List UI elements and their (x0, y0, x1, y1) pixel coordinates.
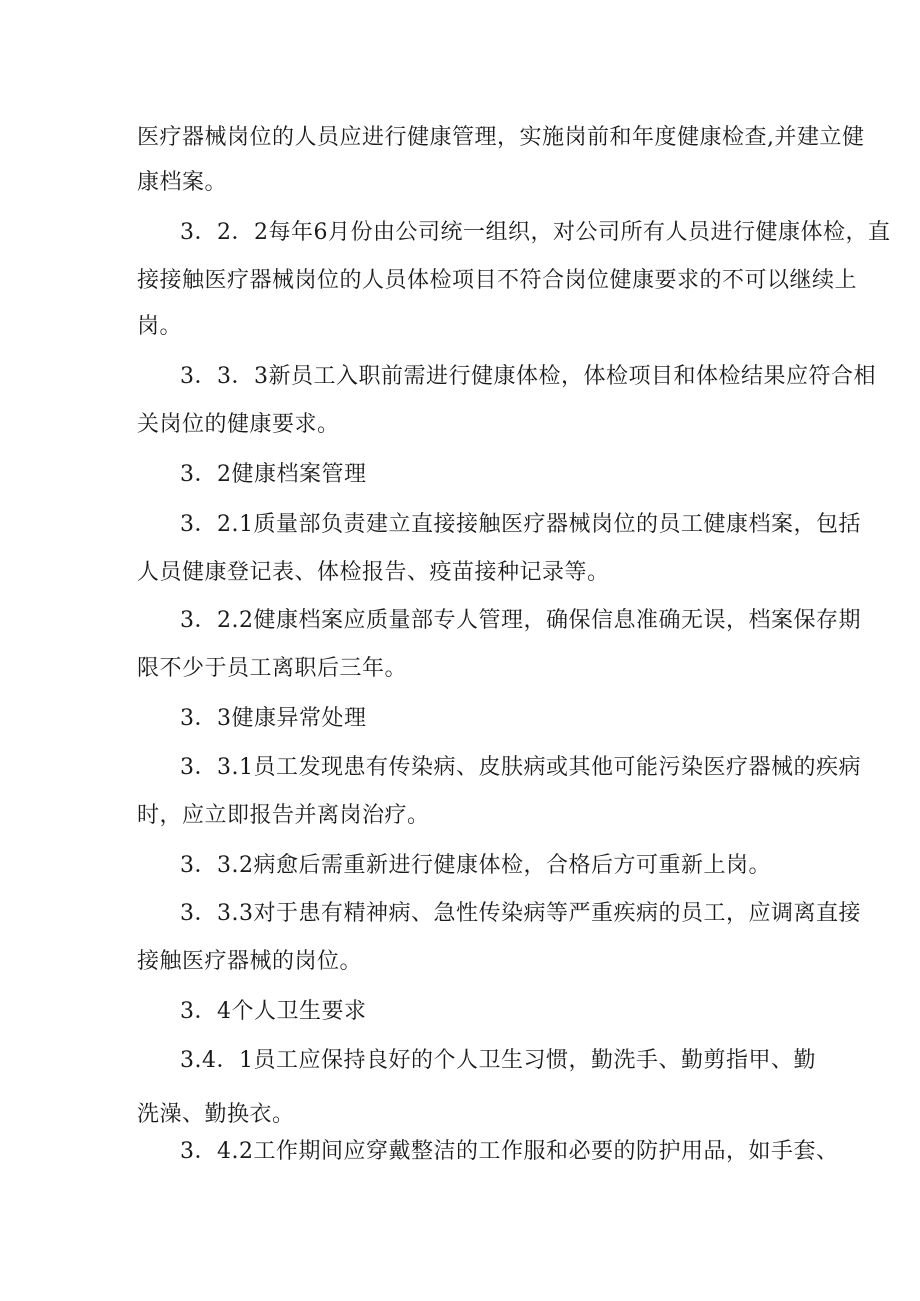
paragraph-line: 关岗位的健康要求。 (137, 412, 340, 437)
paragraph-line: 接接触医疗器械岗位的人员体检项目不符合岗位健康要求的不可以继续上 (137, 268, 858, 293)
paragraph-line: 接触医疗器械的岗位。 (137, 949, 363, 974)
paragraph-line: 洗澡、勤换衣。 (137, 1102, 295, 1127)
paragraph-line: 3．3.2病愈后需重新进行健康体检，合格后方可重新上岗。 (180, 853, 771, 878)
paragraph-line: 3．2．2每年6月份由公司统一组织，对公司所有人员进行健康体检，直 (180, 220, 891, 245)
section-heading: 3．3健康异常处理 (180, 706, 367, 731)
paragraph-line: 3.4．1员工应保持良好的个人卫生习惯，勤洗手、勤剪指甲、勤 (180, 1048, 816, 1073)
paragraph-line: 3．2.1质量部负责建立直接接触医疗器械岗位的员工健康档案，包括 (180, 512, 861, 537)
paragraph-line: 岗。 (137, 314, 183, 339)
paragraph-line: 限不少于员工离职后三年。 (137, 656, 408, 681)
section-heading: 3．2健康档案管理 (180, 462, 367, 487)
section-heading: 3．4个人卫生要求 (180, 999, 367, 1024)
paragraph-line: 人员健康登记表、体检报告、疫苗接种记录等。 (137, 560, 610, 585)
paragraph-line: 3．3.3对于患有精神病、急性传染病等严重疾病的员工，应调离直接 (180, 901, 861, 926)
paragraph-line: 时，应立即报告并离岗治疗。 (137, 803, 430, 828)
paragraph-line: 3．3．3新员工入职前需进行健康体检，体检项目和体检结果应符合相 (180, 364, 876, 389)
paragraph-line: 3．3.1员工发现患有传染病、皮肤病或其他可能污染医疗器械的疾病 (180, 755, 861, 780)
paragraph-line: 康档案。 (137, 170, 228, 195)
paragraph-line: 3．2.2健康档案应质量部专人管理，确保信息准确无误，档案保存期 (180, 608, 861, 633)
paragraph-line: 医疗器械岗位的人员应进行健康管理，实施岗前和年度健康检查,并建立健 (137, 125, 865, 150)
paragraph-line: 3．4.2工作期间应穿戴整洁的工作服和必要的防护用品，如手套、 (180, 1139, 839, 1164)
